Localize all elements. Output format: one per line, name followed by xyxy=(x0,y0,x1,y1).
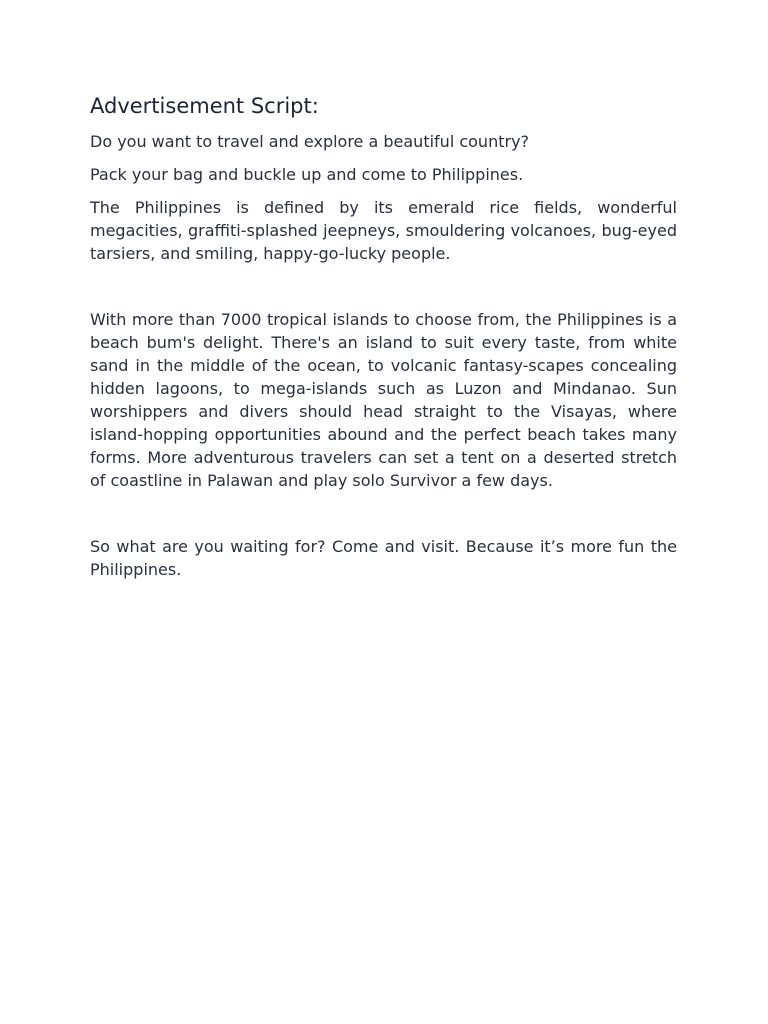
paragraph-pack-bag: Pack your bag and buckle up and come to Philippines. xyxy=(90,165,524,184)
paragraph-closing: So what are you waiting for? Come and visit. Because it’s more fun the Philippines. xyxy=(90,537,677,579)
paragraph-defined-by: The Philippines is defined by its emerald rice fields, wonderful megacities, graffiti-splashed jeepneys, smouldering volcanoes, bug-eyed tarsiers, and smiling, happy-go-lucky people. xyxy=(90,198,677,263)
paragraph-intro-question: Do you want to travel and explore a beautiful country? xyxy=(90,132,530,151)
paragraph-islands: With more than 7000 tropical islands to choose from, the Philippines is a beach bum's delight. There's an island to suit every taste, from white sand in the middle of the ocean, to volcanic fantasy-scapes concealing hidden lagoons, to mega-islands such as Luzon and Mindanao. Sun worshippers and divers should head straight to the Visayas, where island-hopping opportunities abound and the perfect beach takes many forms. More adventurous travelers can set a tent on a deserted stretch of coastline in Palawan and play solo Survivor a few days. xyxy=(90,310,677,490)
document-title: Advertisement Script: xyxy=(90,94,319,118)
document-page xyxy=(90,92,677,591)
